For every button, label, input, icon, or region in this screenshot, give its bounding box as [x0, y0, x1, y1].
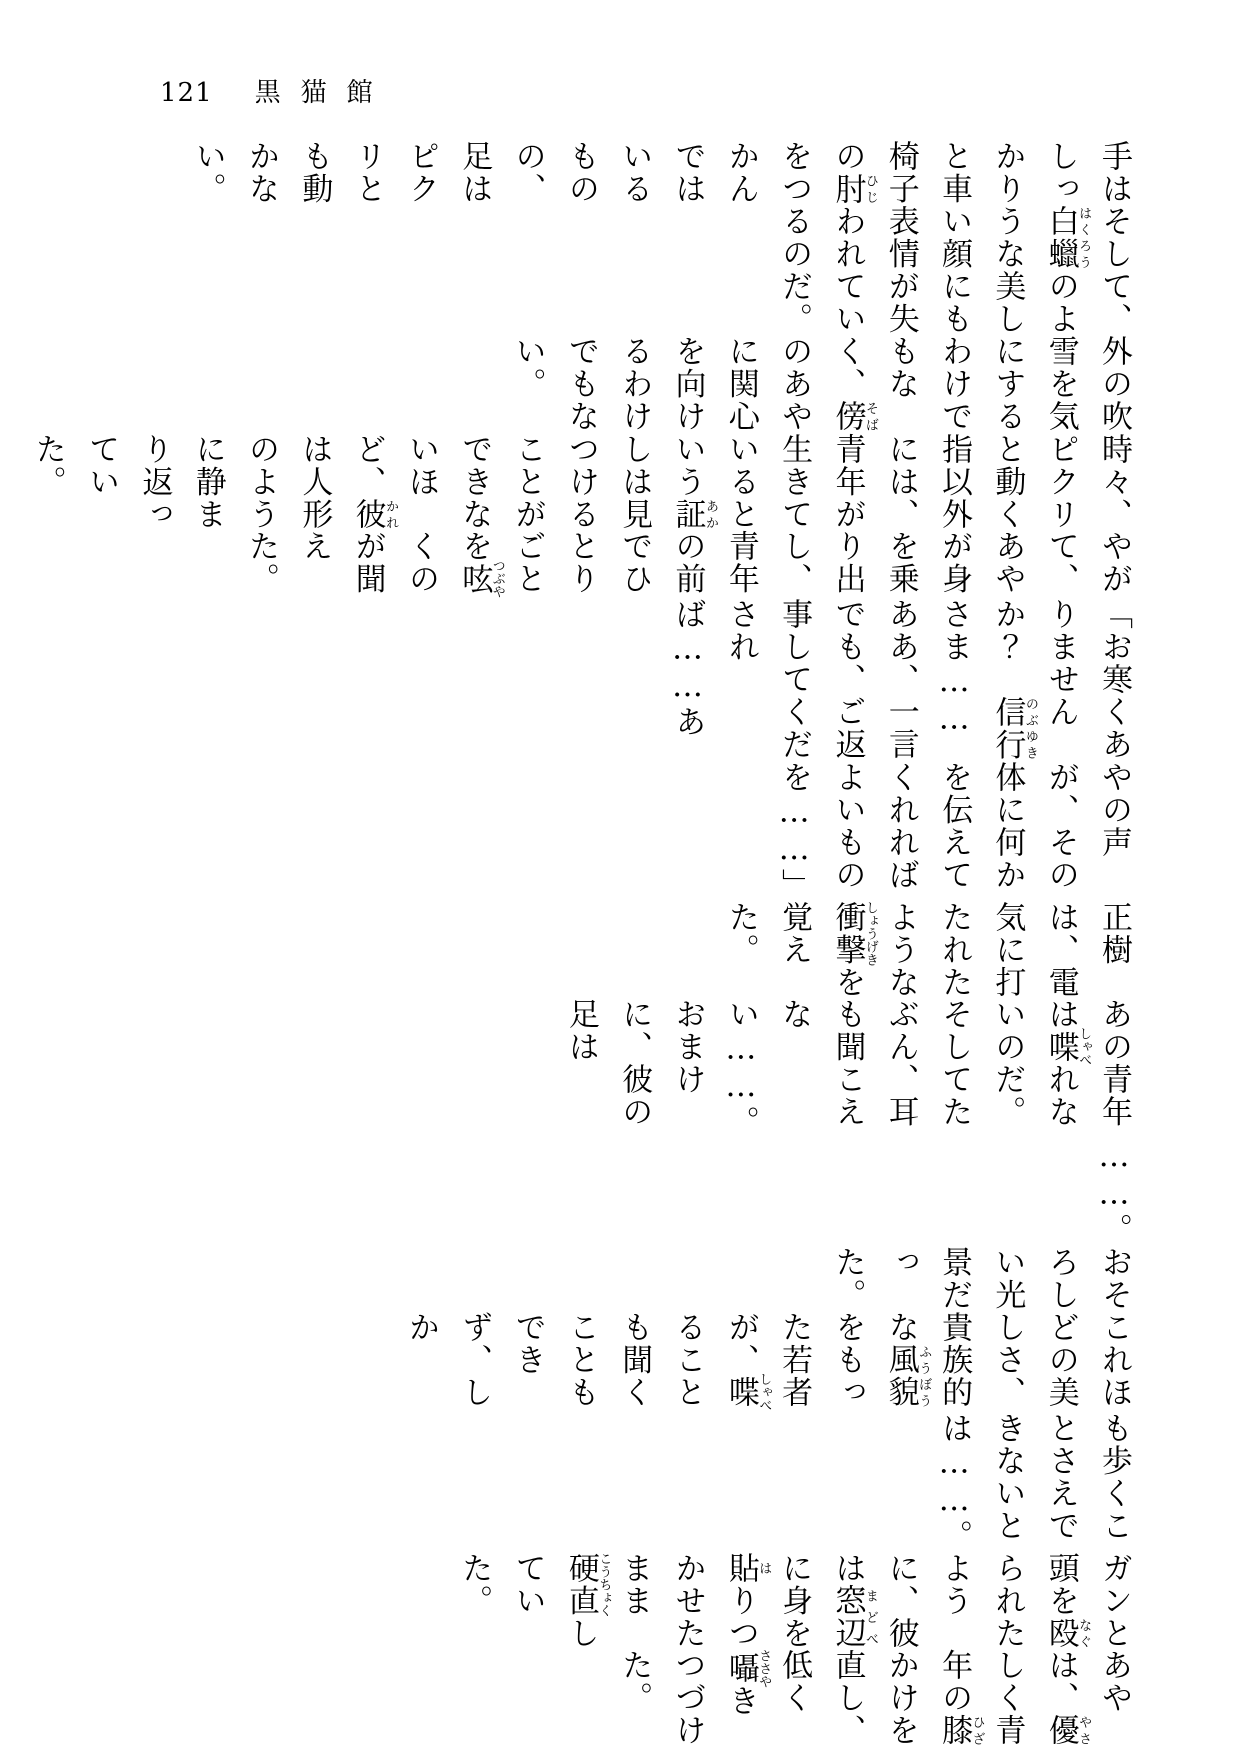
ruby-text: 優やさ	[1042, 1714, 1092, 1747]
ruby-annotation: は	[756, 1551, 772, 1585]
ruby-text: 貼は	[722, 1551, 772, 1585]
page-header	[160, 72, 393, 109]
ruby-text: 白蠟はくろう	[1042, 205, 1092, 270]
ruby-annotation: のぶゆき	[1022, 695, 1038, 761]
ruby-text: 囁ささや	[722, 1649, 772, 1689]
ruby-annotation: まどべ	[862, 1584, 878, 1650]
page-number: 121	[160, 78, 213, 108]
ruby-annotation: しゃべ	[756, 1372, 772, 1412]
ruby-text: 膝ひざ	[936, 1714, 985, 1747]
ruby-annotation: しゃべ	[1076, 1027, 1092, 1067]
paragraph: やがて、あやが身を乗り出し、青年の前でひとりごとを呟つぶやくのが聞えた。	[243, 530, 1132, 599]
paragraph: も歩くことさえできないとは……。	[936, 1411, 1132, 1552]
paragraph: あの青年は喋しゃべれないのだ。そしてたぶん、耳も聞こえない……。おまけに、彼の足は	[562, 998, 1132, 1139]
ruby-annotation: つぶや	[489, 559, 505, 599]
ruby-annotation: ひざ	[969, 1714, 985, 1747]
ruby-text: 肘ひじ	[829, 172, 878, 205]
paragraph: ガンと頭を殴なぐられたように、彼は窓辺まどべに身を貼はりつかせたまま硬直こうちょくしていた。	[456, 1551, 1132, 1650]
ruby-text: 呟つぶや	[456, 559, 505, 599]
paragraph: 正樹は、電気に打たれたような衝撃しょうげきを覚えた。	[722, 900, 1132, 999]
paragraph: これほどの美しさ、貴族的な風貌ふうぼうをもった若者が、喋しゃべることも聞くこともできず、しか	[402, 1310, 1132, 1412]
ruby-text: 傍そば	[829, 400, 878, 433]
paragraph: 手はしっかりと車椅子の肘ひじをつかんではいるものの、足はピクリとも動かない。	[189, 140, 1132, 205]
paragraph: 外の吹雪を気にするわけでもなく、傍そばのあやに関心を向けるわけでもない。	[509, 335, 1132, 433]
ruby-text: 信行のぶゆき	[989, 695, 1038, 761]
ruby-text: 殴なぐ	[1042, 1616, 1092, 1650]
ruby-text: 喋しゃべ	[1042, 1027, 1092, 1067]
ruby-text: 風貌ふうぼう	[882, 1343, 932, 1409]
paragraph: あやは、優やさしく青年の膝ひざかけを直し、低く囁ささやきつづけた。	[616, 1649, 1132, 1747]
ruby-text: 彼かれ	[349, 497, 399, 530]
paragraph: 「お寒くありませんか？ 信行のぶゆきさま……ああ、一言でも、ご返事してくだされば……あ	[669, 598, 1132, 761]
paragraph: やの声が、その体に何かを伝えてくれればよいものを……」	[776, 760, 1132, 901]
ruby-annotation: そば	[862, 400, 878, 433]
ruby-text: 硬直こうちょく	[562, 1551, 612, 1617]
ruby-annotation: ふうぼう	[916, 1343, 932, 1409]
running-title: 黒猫館	[254, 78, 393, 108]
ruby-text: 窓辺まどべ	[829, 1584, 878, 1650]
body-text	[29, 140, 1140, 1747]
ruby-text: 衝撃しょうげき	[829, 900, 878, 966]
paragraph: そして、白蠟はくろうのような美しい顔にも表情が失われているのだ。	[776, 205, 1132, 335]
ruby-annotation: やさ	[1076, 1714, 1092, 1747]
ruby-annotation: かれ	[383, 497, 399, 530]
ruby-text: 喋しゃべ	[722, 1372, 772, 1412]
ruby-annotation: なぐ	[1076, 1616, 1092, 1650]
ruby-annotation: しょうげき	[862, 900, 878, 966]
paragraph: おそろしい光景だった。	[829, 1245, 1132, 1311]
ruby-annotation: はくろう	[1076, 205, 1092, 270]
ruby-annotation: ささや	[756, 1649, 772, 1689]
ruby-annotation: ひじ	[862, 172, 878, 205]
ruby-annotation: こうちょく	[596, 1551, 612, 1617]
paragraph: 時々、ピクリと動く指以外には、青年が生きているという証あかしは見つけることができないほど、彼かれは人形のように静まり返っていた。	[29, 432, 1132, 530]
ruby-text: 証あか	[669, 497, 718, 530]
ruby-annotation: あか	[703, 497, 718, 530]
paragraph: ……。	[1096, 1138, 1132, 1246]
